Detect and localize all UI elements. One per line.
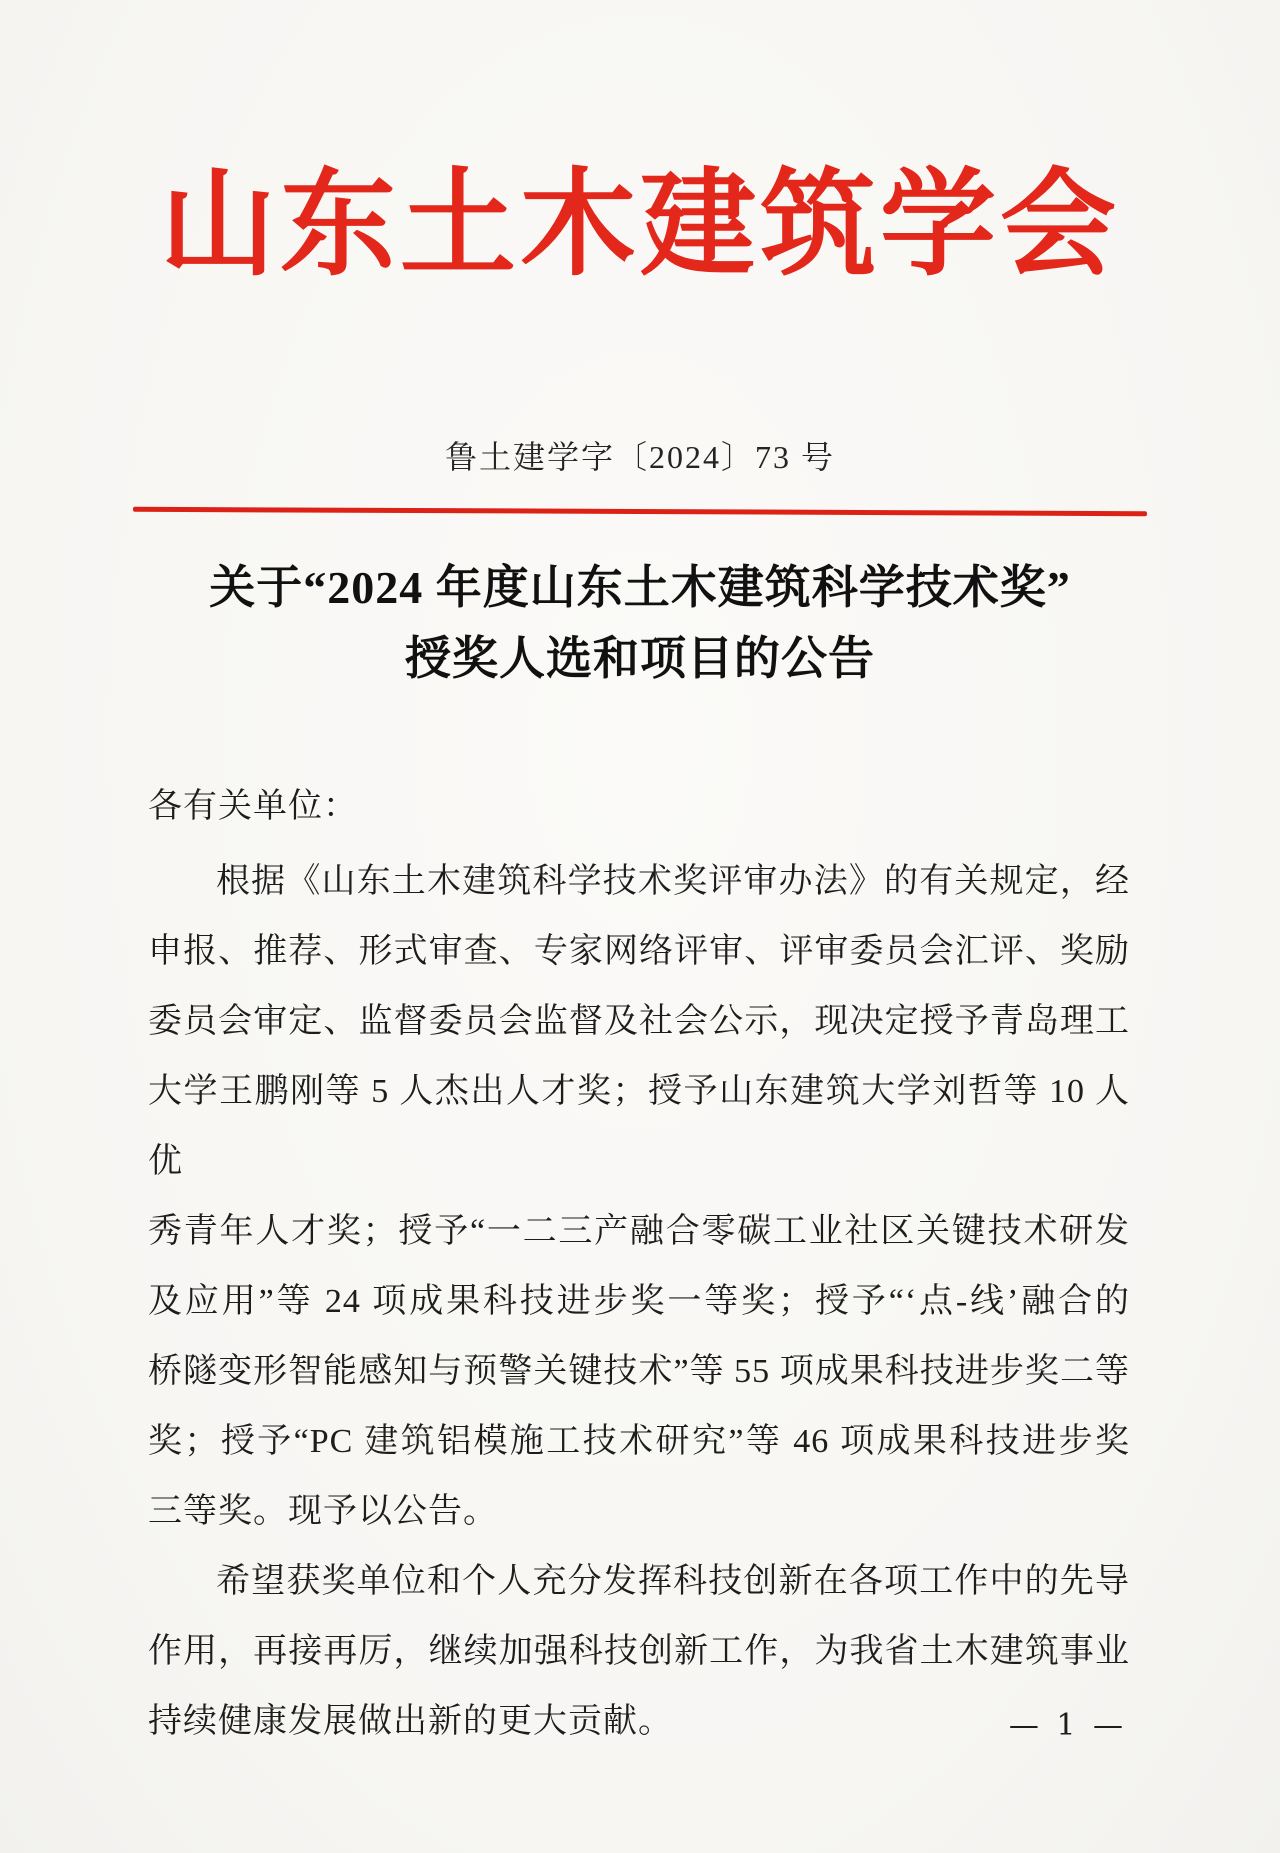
body-line: 持续健康发展做出新的更大贡献。	[148, 1703, 673, 1740]
body-line: 秀青年人才奖；授予“一二三产融合零碳工业社区关键技术研发	[148, 1213, 1130, 1250]
body-paragraphs	[148, 847, 1130, 1757]
document-body	[148, 772, 1130, 1757]
announcement-title-line2: 授奖人选和项目的公告	[405, 633, 875, 684]
body-line: 及应用”等 24 项成果科技进步奖一等奖；授予“‘点-线’融合的	[148, 1283, 1130, 1320]
red-divider	[133, 507, 1147, 516]
body-line: 大学王鹏刚等 5 人杰出人才奖；授予山东建筑大学刘哲等 10 人优	[148, 1073, 1130, 1180]
body-line: 三等奖。现予以公告。	[148, 1493, 498, 1530]
salutation: 各有关单位：	[148, 788, 358, 825]
masthead-title: 山东土木建筑学会	[160, 162, 1120, 290]
body-line: 委员会审定、监督委员会监督及社会公示，现决定授予青岛理工	[148, 1003, 1130, 1040]
body-line: 桥隧变形智能感知与预警关键技术”等 55 项成果科技进步奖二等	[148, 1353, 1130, 1390]
body-line: 申报、推荐、形式审查、专家网络评审、评审委员会汇评、奖励	[148, 933, 1130, 970]
body-line: 希望获奖单位和个人充分发挥科技创新在各项工作中的先导	[216, 1563, 1130, 1600]
body-line: 作用，再接再厉，继续加强科技创新工作，为我省土木建筑事业	[148, 1633, 1130, 1670]
announcement-title	[0, 552, 1280, 694]
doc-number: 鲁土建学字〔2024〕73 号	[444, 439, 835, 475]
announcement-title-line1: 关于“2024 年度山东土木建筑科学技术奖”	[209, 562, 1071, 613]
page-number: — 1 —	[1008, 1708, 1127, 1743]
body-line: 奖；授予“PC 建筑铝模施工技术研究”等 46 项成果科技进步奖	[148, 1423, 1130, 1460]
body-line: 根据《山东土木建筑科学技术奖评审办法》的有关规定，经	[216, 863, 1130, 900]
